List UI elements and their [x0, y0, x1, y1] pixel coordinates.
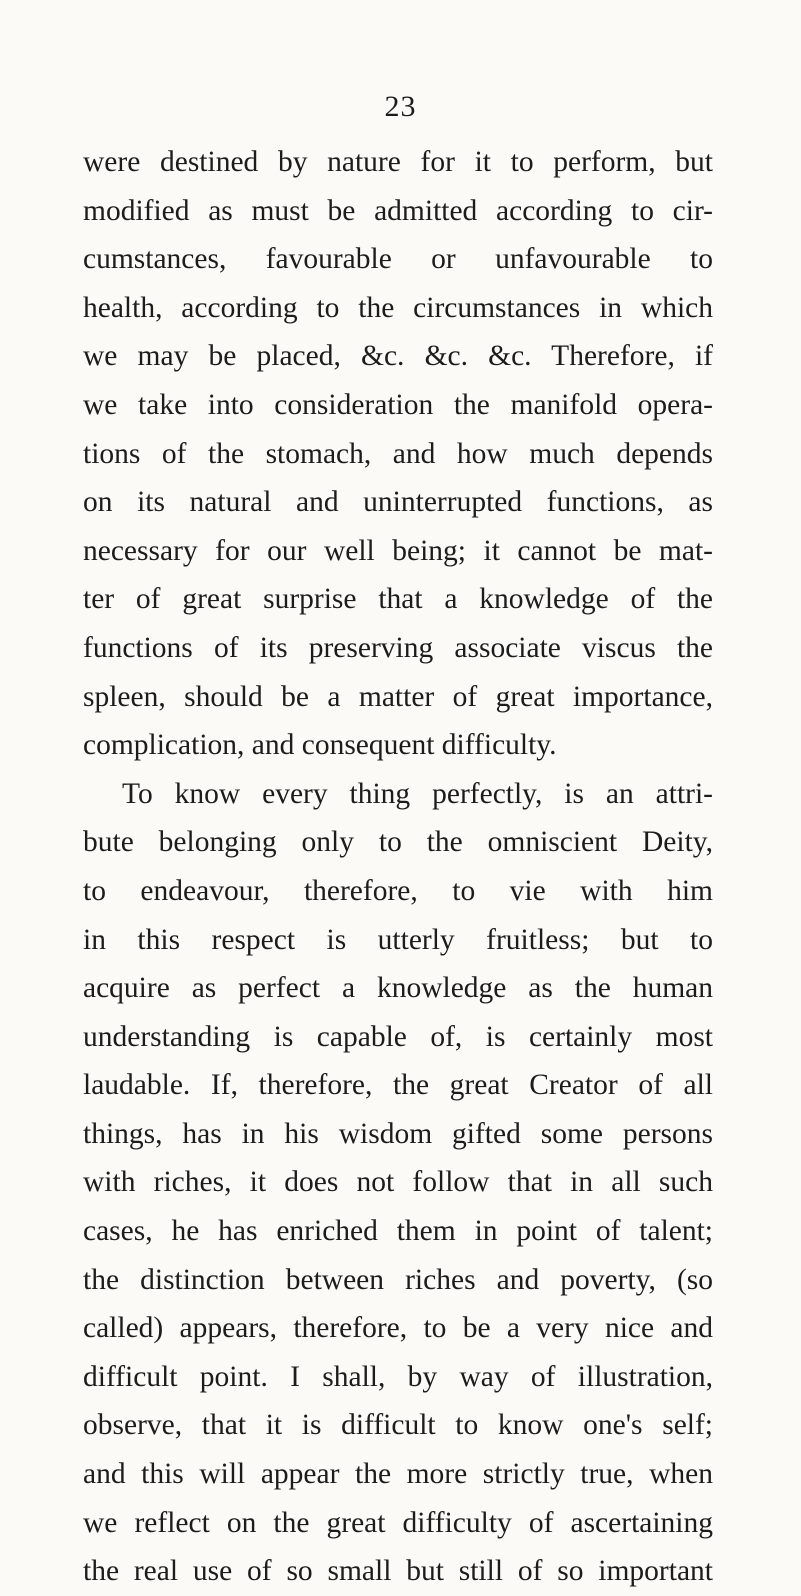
text-line: necessary for our well being; it cannot be mat- — [83, 534, 713, 567]
text-line: on its natural and uninterrupted functions, as — [83, 486, 713, 519]
body-text — [83, 138, 713, 1596]
text-line: modified as must be admitted according to cir- — [83, 194, 713, 227]
text-line: the distinction between riches and poverty, (so — [83, 1263, 713, 1296]
text-line: called) appears, therefore, to be a very nice and — [83, 1312, 713, 1345]
paragraph-start-line: To know every thing perfectly, is an attri- — [122, 777, 713, 810]
page-number: 23 — [384, 90, 417, 123]
text-line: cases, he has enriched them in point of talent; — [83, 1215, 713, 1248]
text-line: we may be placed, &c. &c. &c. Therefore, if — [83, 340, 713, 373]
text-line: cumstances, favourable or unfavourable to — [83, 243, 713, 276]
text-line: laudable. If, therefore, the great Creator of all — [83, 1069, 713, 1102]
text-line: in this respect is utterly fruitless; but to — [83, 923, 713, 956]
paragraph-end-line: complication, and consequent difficulty. — [83, 729, 557, 762]
text-line: the real use of so small but still of so important — [83, 1555, 713, 1588]
text-line: with riches, it does not follow that in all such — [83, 1166, 713, 1199]
text-line: we take into consideration the manifold opera- — [83, 388, 713, 421]
text-line: and this will appear the more strictly true, when — [83, 1458, 713, 1491]
text-line: we reflect on the great difficulty of ascertaining — [83, 1506, 713, 1539]
text-line: things, has in his wisdom gifted some persons — [83, 1117, 713, 1150]
text-line: acquire as perfect a knowledge as the human — [83, 972, 713, 1005]
text-line: were destined by nature for it to perform, but — [83, 146, 713, 178]
text-line: understanding is capable of, is certainly most — [83, 1020, 713, 1053]
text-line: difficult point. I shall, by way of illustration, — [83, 1360, 713, 1393]
text-line: tions of the stomach, and how much depends — [83, 437, 713, 470]
text-line: spleen, should be a matter of great importance, — [83, 680, 713, 713]
text-line: functions of its preserving associate viscus the — [83, 631, 713, 664]
text-line: observe, that it is difficult to know one's self; — [83, 1409, 713, 1442]
text-line: ter of great surprise that a knowledge of the — [83, 583, 713, 616]
text-line: health, according to the circumstances in which — [83, 291, 713, 324]
text-line: bute belonging only to the omniscient Deity, — [83, 826, 713, 859]
text-line: to endeavour, therefore, to vie with him — [83, 874, 713, 907]
